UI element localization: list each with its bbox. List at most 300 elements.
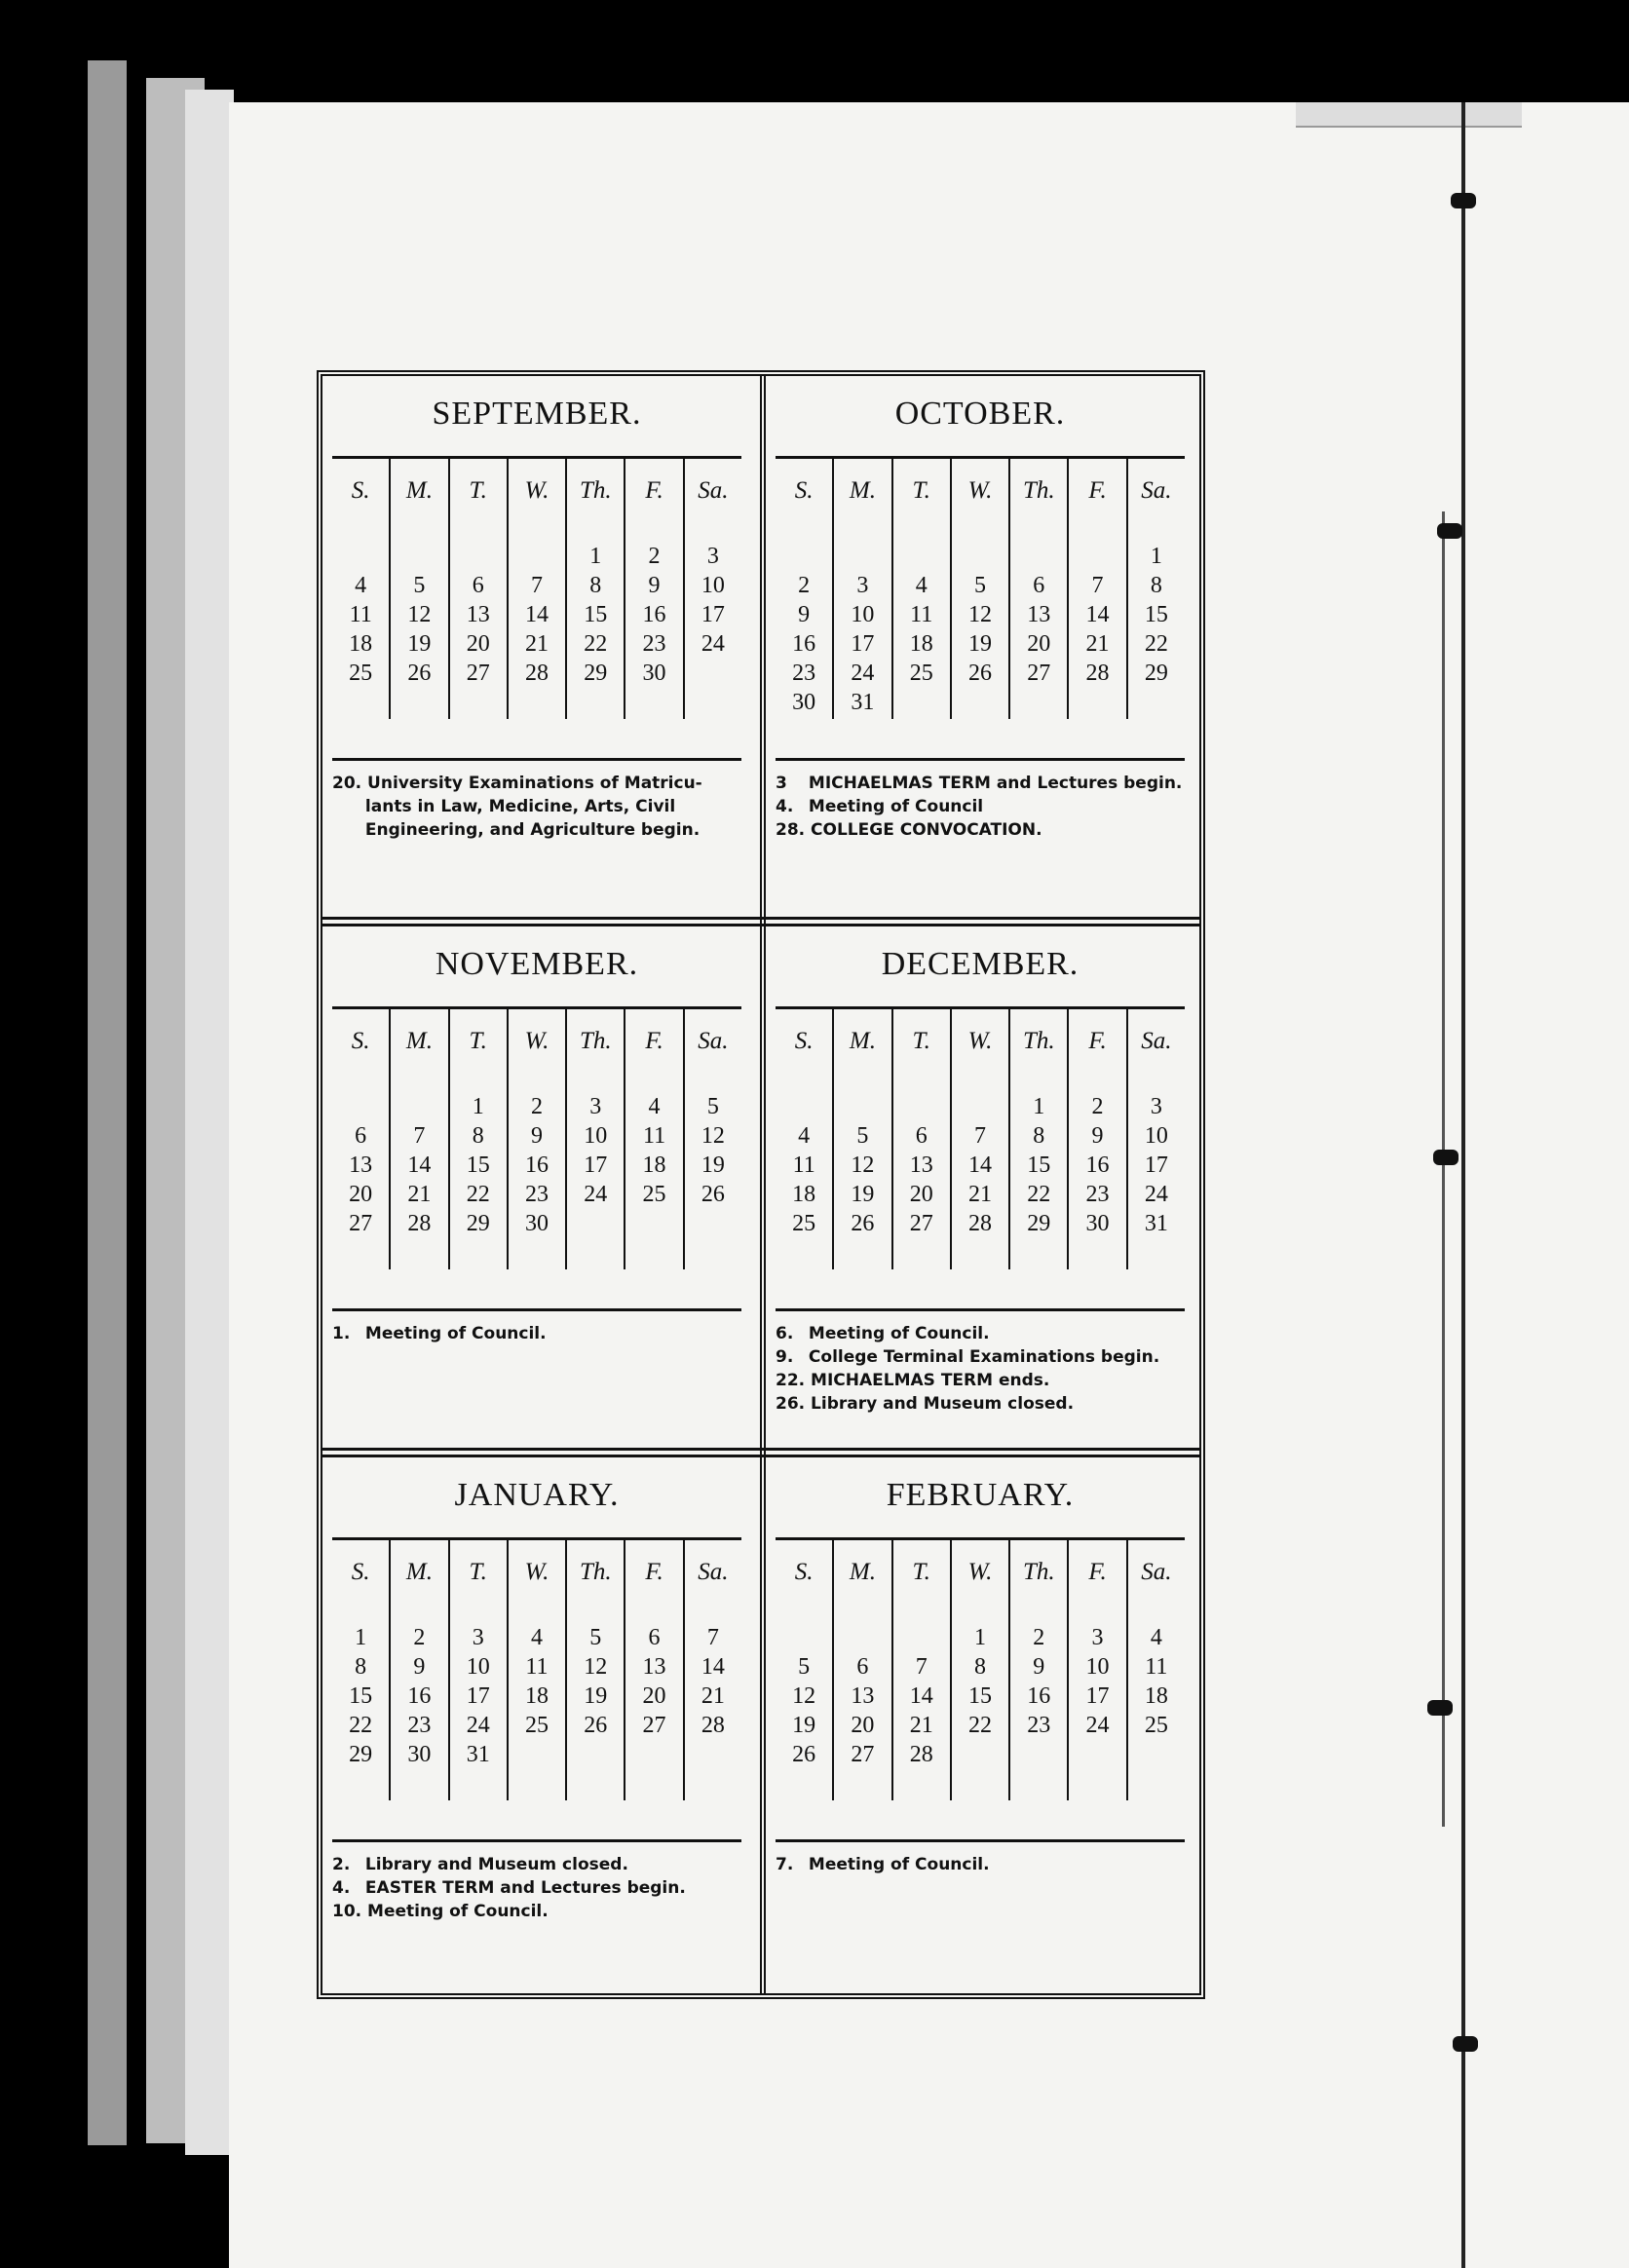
day-number: 19 <box>407 631 432 657</box>
day-number: 22 <box>584 631 608 657</box>
day-number: 1 <box>355 1625 367 1650</box>
day-number: 12 <box>584 1654 608 1680</box>
day-number: 18 <box>1144 1683 1168 1709</box>
day-number: 12 <box>701 1123 725 1149</box>
day-number: 25 <box>792 1211 816 1236</box>
day-number: 17 <box>851 631 875 657</box>
weekday-header: T. <box>912 1028 930 1054</box>
day-number: 25 <box>524 1713 549 1738</box>
day-number: 24 <box>1144 1182 1168 1207</box>
note-text: Meeting of Council. <box>360 1324 547 1343</box>
month-notes <box>332 1322 745 1345</box>
day-number: 5 <box>798 1654 811 1680</box>
month-name: DECEMBER. <box>881 946 1080 982</box>
day-number: 18 <box>524 1683 549 1709</box>
day-number: 30 <box>792 690 816 715</box>
note-text: Meeting of Council. <box>803 1324 990 1343</box>
day-number: 8 <box>355 1654 367 1680</box>
note-text: MICHAELMAS TERM and Lectures begin. <box>803 774 1183 793</box>
weekday-header: W. <box>967 1559 993 1585</box>
section-separator <box>322 917 1199 926</box>
day-number: 4 <box>648 1094 661 1119</box>
note-text: Library and Museum closed. <box>805 1394 1075 1414</box>
note-line <box>776 795 1189 818</box>
day-number: 5 <box>973 573 986 598</box>
day-number: 29 <box>349 1742 373 1767</box>
weekday-column <box>1069 456 1127 719</box>
note-line <box>332 795 745 818</box>
day-number: 21 <box>407 1182 432 1207</box>
note-date: 1. <box>332 1324 351 1343</box>
weekday-header: Sa. <box>1141 477 1172 504</box>
weekday-column <box>685 456 741 719</box>
day-grid <box>776 1537 1185 1800</box>
day-number: 26 <box>792 1742 816 1767</box>
weekday-header: M. <box>405 1559 433 1585</box>
day-number: 26 <box>967 661 992 686</box>
day-number: 20 <box>642 1683 666 1709</box>
grid-bottom-rule <box>776 1308 1185 1311</box>
day-number: 19 <box>967 631 992 657</box>
day-number: 8 <box>1033 1123 1045 1149</box>
day-number: 29 <box>466 1211 490 1236</box>
weekday-column <box>391 1537 449 1800</box>
note-date: 4. <box>332 1878 351 1898</box>
binding-knot <box>1433 1150 1459 1165</box>
day-number: 22 <box>1027 1182 1051 1207</box>
day-number: 7 <box>413 1123 426 1149</box>
day-number: 7 <box>973 1123 986 1149</box>
day-number: 12 <box>967 602 992 627</box>
day-number: 23 <box>524 1182 549 1207</box>
note-text: lants in Law, Medicine, Arts, Civil <box>360 797 676 816</box>
day-number: 25 <box>642 1182 666 1207</box>
day-number: 5 <box>706 1094 719 1119</box>
day-number: 16 <box>792 631 816 657</box>
day-grid <box>332 1537 741 1800</box>
day-number: 16 <box>642 602 666 627</box>
day-number: 15 <box>967 1683 992 1709</box>
day-number: 17 <box>1085 1683 1110 1709</box>
day-number: 28 <box>909 1742 933 1767</box>
weekday-column <box>952 1537 1010 1800</box>
weekday-header: M. <box>405 477 433 504</box>
day-number: 1 <box>1033 1094 1045 1119</box>
binding-line <box>1461 102 1465 2268</box>
weekday-header: S. <box>794 1028 814 1054</box>
weekday-column <box>391 1006 449 1269</box>
day-number: 17 <box>701 602 725 627</box>
day-number: 31 <box>1144 1211 1168 1236</box>
day-number: 1 <box>589 544 602 569</box>
day-number: 21 <box>909 1713 933 1738</box>
weekday-header: M. <box>849 1559 876 1585</box>
weekday-header: T. <box>912 1559 930 1585</box>
day-number: 4 <box>1150 1625 1162 1650</box>
note-line <box>332 1876 745 1900</box>
weekday-column <box>685 1537 741 1800</box>
day-number: 12 <box>792 1683 816 1709</box>
binding-knot <box>1437 523 1462 539</box>
day-number: 16 <box>1085 1153 1110 1178</box>
day-number: 28 <box>524 661 549 686</box>
day-number: 3 <box>472 1625 484 1650</box>
month-name: OCTOBER. <box>894 396 1066 432</box>
note-text: Engineering, and Agriculture begin. <box>360 820 701 840</box>
month-october <box>766 376 1194 902</box>
day-number: 19 <box>792 1713 816 1738</box>
day-number: 6 <box>915 1123 928 1149</box>
weekday-column <box>952 1006 1010 1269</box>
note-date: 20. <box>332 774 362 793</box>
day-number: 25 <box>349 661 373 686</box>
weekday-column <box>567 1006 625 1269</box>
month-december <box>766 926 1194 1453</box>
day-number: 7 <box>1091 573 1104 598</box>
weekday-column <box>776 456 834 719</box>
weekday-column <box>509 1006 567 1269</box>
day-number: 19 <box>701 1153 725 1178</box>
day-number: 6 <box>856 1654 869 1680</box>
day-number: 27 <box>466 661 490 686</box>
weekday-column <box>450 1537 509 1800</box>
weekday-header: Sa. <box>698 1559 729 1585</box>
day-number: 30 <box>642 661 666 686</box>
weekday-column <box>509 1537 567 1800</box>
day-number: 9 <box>648 573 661 598</box>
weekday-header: F. <box>645 477 663 504</box>
grid-bottom-rule <box>776 1839 1185 1842</box>
day-number: 9 <box>1033 1654 1045 1680</box>
day-number: 20 <box>851 1713 875 1738</box>
day-number: 14 <box>524 602 549 627</box>
scan-edge-top <box>88 60 127 2145</box>
month-november <box>322 926 751 1453</box>
weekday-column <box>509 456 567 719</box>
note-line <box>776 1345 1189 1369</box>
day-number: 29 <box>584 661 608 686</box>
day-number: 28 <box>701 1713 725 1738</box>
day-number: 23 <box>642 631 666 657</box>
day-number: 24 <box>701 631 725 657</box>
day-number: 18 <box>349 631 373 657</box>
day-number: 9 <box>798 602 811 627</box>
weekday-column <box>893 1006 952 1269</box>
day-number: 6 <box>355 1123 367 1149</box>
day-number: 22 <box>967 1713 992 1738</box>
note-date: 4. <box>776 797 794 816</box>
day-number: 13 <box>1027 602 1051 627</box>
day-number: 27 <box>909 1211 933 1236</box>
day-number: 10 <box>1144 1123 1168 1149</box>
note-date: 10. <box>332 1902 362 1921</box>
weekday-column <box>893 456 952 719</box>
day-number: 21 <box>701 1683 725 1709</box>
day-number: 4 <box>798 1123 811 1149</box>
day-number: 6 <box>472 573 484 598</box>
day-number: 2 <box>798 573 811 598</box>
day-number: 17 <box>466 1683 490 1709</box>
day-number: 14 <box>909 1683 933 1709</box>
weekday-column <box>685 1006 741 1269</box>
day-number: 22 <box>349 1713 373 1738</box>
note-line <box>776 1392 1189 1416</box>
day-number: 26 <box>584 1713 608 1738</box>
day-number: 13 <box>642 1654 666 1680</box>
day-number: 4 <box>530 1625 543 1650</box>
grid-bottom-rule <box>332 758 741 761</box>
day-number: 30 <box>524 1211 549 1236</box>
day-number: 9 <box>1091 1123 1104 1149</box>
day-number: 24 <box>584 1182 608 1207</box>
weekday-header: F. <box>1088 1559 1107 1585</box>
month-notes <box>776 772 1189 842</box>
weekday-column <box>332 1006 391 1269</box>
day-number: 6 <box>648 1625 661 1650</box>
day-number: 4 <box>355 573 367 598</box>
day-number: 10 <box>466 1654 490 1680</box>
day-number: 3 <box>1091 1625 1104 1650</box>
weekday-header: T. <box>912 477 930 504</box>
weekday-column <box>1128 456 1185 719</box>
weekday-header: W. <box>967 1028 993 1054</box>
day-number: 27 <box>1027 661 1051 686</box>
day-number: 8 <box>973 1654 986 1680</box>
day-number: 27 <box>642 1713 666 1738</box>
note-date: 22. <box>776 1371 806 1390</box>
day-number: 11 <box>1145 1654 1168 1680</box>
day-number: 26 <box>701 1182 725 1207</box>
day-number: 12 <box>407 602 432 627</box>
weekday-header: W. <box>524 477 549 504</box>
day-number: 13 <box>466 602 490 627</box>
binding-knot <box>1451 193 1476 208</box>
note-text: Meeting of Council <box>803 797 984 816</box>
note-line <box>332 772 745 795</box>
day-number: 27 <box>349 1211 373 1236</box>
day-number: 3 <box>1150 1094 1162 1119</box>
weekday-header: W. <box>967 477 993 504</box>
day-number: 13 <box>909 1153 933 1178</box>
weekday-header: Th. <box>1022 477 1055 504</box>
day-number: 23 <box>1027 1713 1051 1738</box>
day-number: 10 <box>851 602 875 627</box>
weekday-header: Th. <box>579 1028 612 1054</box>
day-number: 2 <box>1091 1094 1104 1119</box>
day-number: 17 <box>1144 1153 1168 1178</box>
binding-knot <box>1427 1700 1453 1716</box>
day-number: 16 <box>524 1153 549 1178</box>
weekday-header: F. <box>1088 477 1107 504</box>
weekday-column <box>567 456 625 719</box>
day-number: 24 <box>466 1713 490 1738</box>
note-text: Library and Museum closed. <box>360 1855 628 1874</box>
day-number: 7 <box>706 1625 719 1650</box>
day-number: 5 <box>856 1123 869 1149</box>
month-notes <box>776 1322 1189 1416</box>
weekday-header: S. <box>351 1028 370 1054</box>
weekday-header: S. <box>794 1559 814 1585</box>
day-number: 18 <box>642 1153 666 1178</box>
month-february <box>766 1457 1194 1984</box>
weekday-column <box>332 1537 391 1800</box>
day-number: 9 <box>530 1123 543 1149</box>
day-number: 15 <box>1027 1153 1051 1178</box>
weekday-column <box>776 1006 834 1269</box>
note-text: College Terminal Examinations begin. <box>803 1347 1160 1367</box>
weekday-header: M. <box>849 1028 876 1054</box>
day-number: 11 <box>525 1654 549 1680</box>
day-number: 2 <box>648 544 661 569</box>
weekday-header: F. <box>645 1028 663 1054</box>
month-september <box>322 376 751 902</box>
note-text: Meeting of Council. <box>361 1902 549 1921</box>
weekday-header: Sa. <box>698 1028 729 1054</box>
weekday-header: Sa. <box>1141 1028 1172 1054</box>
day-number: 8 <box>472 1123 484 1149</box>
month-name: JANUARY. <box>454 1477 620 1513</box>
day-grid <box>332 456 741 719</box>
day-number: 21 <box>1085 631 1110 657</box>
day-number: 13 <box>851 1683 875 1709</box>
weekday-header: T. <box>469 1028 487 1054</box>
note-line <box>332 1900 745 1923</box>
weekday-header: S. <box>794 477 814 504</box>
weekday-header: W. <box>524 1559 549 1585</box>
day-number: 25 <box>909 661 933 686</box>
weekday-header: F. <box>645 1559 663 1585</box>
day-number: 15 <box>1144 602 1168 627</box>
weekday-header: Th. <box>1022 1559 1055 1585</box>
day-number: 24 <box>851 661 875 686</box>
weekday-column <box>1010 1006 1069 1269</box>
note-date: 2. <box>332 1855 351 1874</box>
day-number: 5 <box>589 1625 602 1650</box>
weekday-column <box>1128 1006 1185 1269</box>
month-notes <box>332 772 745 842</box>
day-number: 20 <box>349 1182 373 1207</box>
month-january <box>322 1457 751 1984</box>
weekday-header: W. <box>524 1028 549 1054</box>
day-number: 7 <box>530 573 543 598</box>
weekday-header: Sa. <box>698 477 729 504</box>
weekday-column <box>952 456 1010 719</box>
weekday-header: Th. <box>579 1559 612 1585</box>
day-number: 22 <box>466 1182 490 1207</box>
grid-bottom-rule <box>776 758 1185 761</box>
day-number: 31 <box>466 1742 490 1767</box>
day-number: 16 <box>407 1683 432 1709</box>
weekday-column <box>893 1537 952 1800</box>
weekday-column <box>450 456 509 719</box>
note-date: 26. <box>776 1394 806 1414</box>
day-number: 28 <box>1085 661 1110 686</box>
weekday-header: S. <box>351 477 370 504</box>
day-number: 21 <box>524 631 549 657</box>
day-number: 14 <box>1085 602 1110 627</box>
day-number: 9 <box>413 1654 426 1680</box>
page-stub <box>1296 102 1522 128</box>
day-number: 3 <box>856 573 869 598</box>
weekday-header: Th. <box>579 477 612 504</box>
note-text: MICHAELMAS TERM ends. <box>805 1371 1050 1390</box>
day-number: 20 <box>1027 631 1051 657</box>
note-line <box>776 818 1189 842</box>
weekday-column <box>1010 1537 1069 1800</box>
day-number: 8 <box>589 573 602 598</box>
day-number: 10 <box>701 573 725 598</box>
binding-thread <box>1442 511 1445 1827</box>
day-number: 28 <box>407 1211 432 1236</box>
day-number: 28 <box>967 1211 992 1236</box>
grid-bottom-rule <box>332 1839 741 1842</box>
note-line <box>776 1322 1189 1345</box>
note-date: 9. <box>776 1347 794 1367</box>
scan-edge-inner <box>185 90 234 2155</box>
day-number: 26 <box>407 661 432 686</box>
weekday-column <box>834 1537 892 1800</box>
day-number: 10 <box>1085 1654 1110 1680</box>
weekday-column <box>834 456 892 719</box>
weekday-header: T. <box>469 1559 487 1585</box>
calendar-frame <box>317 370 1205 1999</box>
day-number: 15 <box>349 1683 373 1709</box>
day-number: 2 <box>530 1094 543 1119</box>
day-grid <box>776 1006 1185 1269</box>
weekday-column <box>450 1006 509 1269</box>
month-notes <box>776 1853 1189 1876</box>
note-date: 6. <box>776 1324 794 1343</box>
day-number: 29 <box>1027 1211 1051 1236</box>
weekday-column <box>1128 1537 1185 1800</box>
day-number: 18 <box>792 1182 816 1207</box>
weekday-header: S. <box>351 1559 370 1585</box>
day-number: 19 <box>851 1182 875 1207</box>
day-number: 13 <box>349 1153 373 1178</box>
note-date: 3 <box>776 774 787 793</box>
day-number: 18 <box>909 631 933 657</box>
note-date: 28. <box>776 820 806 840</box>
day-number: 11 <box>349 602 372 627</box>
weekday-column <box>625 456 684 719</box>
day-number: 2 <box>413 1625 426 1650</box>
grid-bottom-rule <box>332 1308 741 1311</box>
weekday-column <box>391 456 449 719</box>
note-line <box>776 1369 1189 1392</box>
note-text: COLLEGE CONVOCATION. <box>805 820 1042 840</box>
day-number: 6 <box>1033 573 1045 598</box>
day-number: 30 <box>1085 1211 1110 1236</box>
note-line <box>332 1322 745 1345</box>
weekday-column <box>332 456 391 719</box>
day-number: 29 <box>1144 661 1168 686</box>
weekday-column <box>625 1537 684 1800</box>
binding-knot <box>1453 2036 1478 2052</box>
day-number: 3 <box>706 544 719 569</box>
note-date: 7. <box>776 1855 794 1874</box>
weekday-column <box>1069 1006 1127 1269</box>
month-name: NOVEMBER. <box>435 946 639 982</box>
weekday-header: M. <box>849 477 876 504</box>
day-number: 23 <box>407 1713 432 1738</box>
day-number: 11 <box>642 1123 666 1149</box>
note-line <box>332 1853 745 1876</box>
day-number: 1 <box>1150 544 1162 569</box>
day-number: 20 <box>909 1182 933 1207</box>
day-number: 3 <box>589 1094 602 1119</box>
day-number: 23 <box>792 661 816 686</box>
day-number: 8 <box>1150 573 1162 598</box>
